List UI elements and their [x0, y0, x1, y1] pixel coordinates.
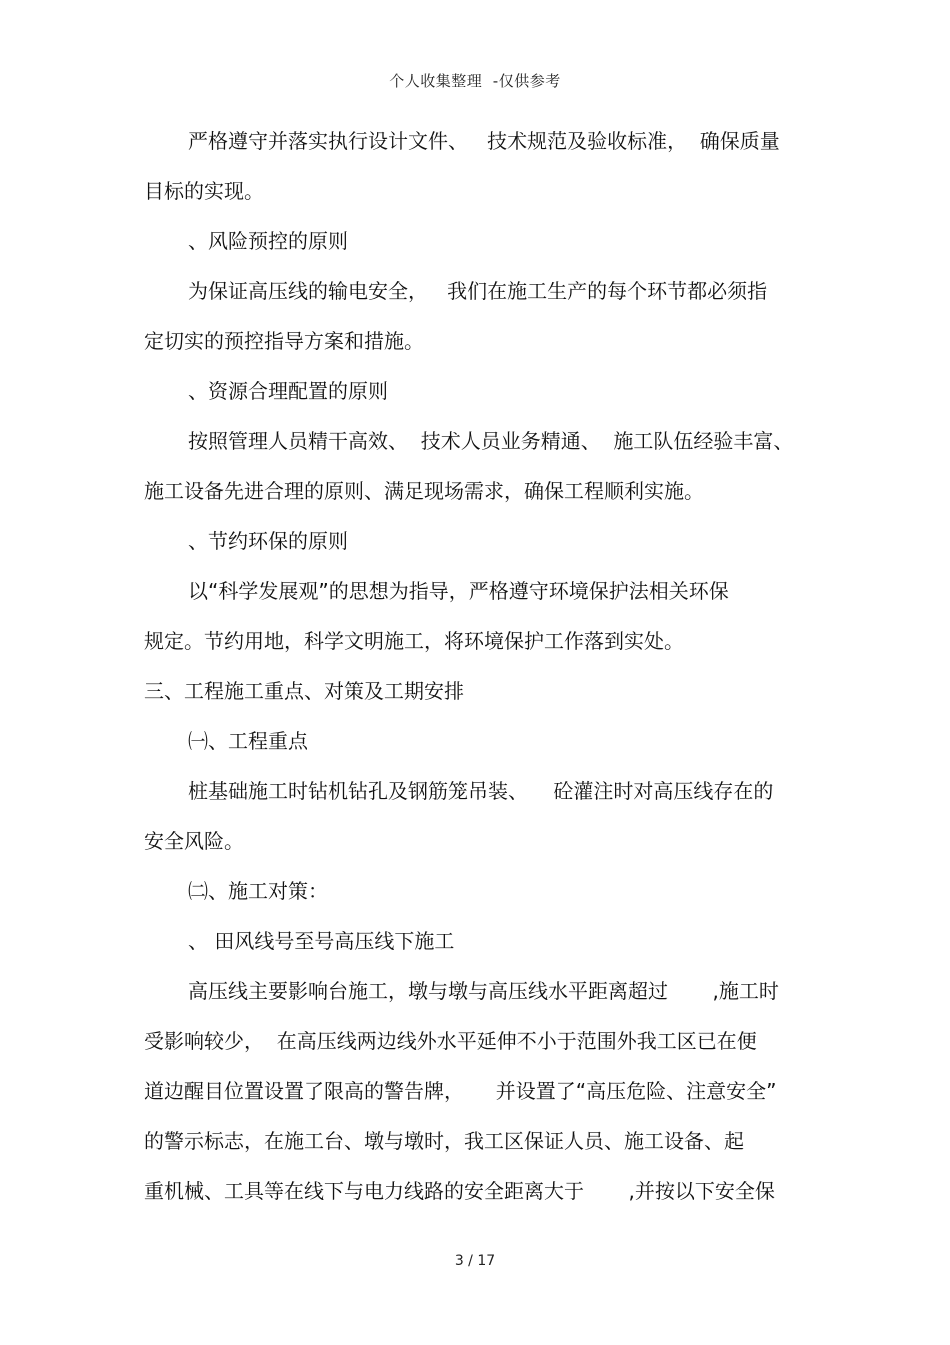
subsection-heading: ㈡、施工对策： [188, 879, 328, 903]
paragraph-line: 道边醒目位置设置了限高的警告牌， 并设置了“高压危险、注意安全” [144, 1079, 777, 1103]
page-header: 个人收集整理 -仅供参考 [389, 72, 561, 90]
page-number: 3 / 17 [454, 1253, 496, 1269]
paragraph-line: 目标的实现。 [144, 179, 264, 203]
paragraph-line: 定切实的预控指导方案和措施。 [144, 329, 424, 353]
paragraph-line: 安全风险。 [144, 829, 244, 853]
paragraph-line: 以“科学发展观”的思想为指导，严格遵守环境保护法相关环保 [188, 579, 729, 603]
subheading-eco-protection: 、节约环保的原则 [188, 529, 348, 553]
paragraph-line: 高压线主要影响台施工，墩与墩与高压线水平距离超过 ,施工时 [188, 979, 779, 1003]
subheading-resource-allocation: 、资源合理配置的原则 [188, 379, 388, 403]
list-item-heading: 、 田风线号至号高压线下施工 [188, 929, 455, 953]
paragraph-line: 桩基础施工时钻机钻孔及钢筋笼吊装、 砼灌注时对高压线存在的 [188, 779, 774, 803]
subsection-heading: ㈠、工程重点 [188, 729, 308, 753]
paragraph-line: 受影响较少， 在高压线两边线外水平延伸不小于范围外我工区已在便 [144, 1029, 757, 1053]
paragraph-line: 严格遵守并落实执行设计文件、 技术规范及验收标准， 确保质量 [188, 129, 780, 153]
subheading-risk-control: 、风险预控的原则 [188, 229, 348, 253]
section-heading: 三、工程施工重点、对策及工期安排 [144, 679, 464, 703]
paragraph-line: 的警示标志，在施工台、墩与墩时，我工区保证人员、施工设备、起 [144, 1129, 744, 1153]
paragraph-line: 施工设备先进合理的原则、满足现场需求，确保工程顺利实施。 [144, 479, 704, 503]
paragraph-line: 规定。节约用地，科学文明施工，将环境保护工作落到实处。 [144, 629, 684, 653]
paragraph-line: 为保证高压线的输电安全， 我们在施工生产的每个环节都必须指 [188, 279, 768, 303]
paragraph-line: 重机械、工具等在线下与电力线路的安全距离大于 ,并按以下安全保 [144, 1179, 775, 1203]
paragraph-line: 按照管理人员精干高效、 技术人员业务精通、 施工队伍经验丰富、 [188, 429, 794, 453]
